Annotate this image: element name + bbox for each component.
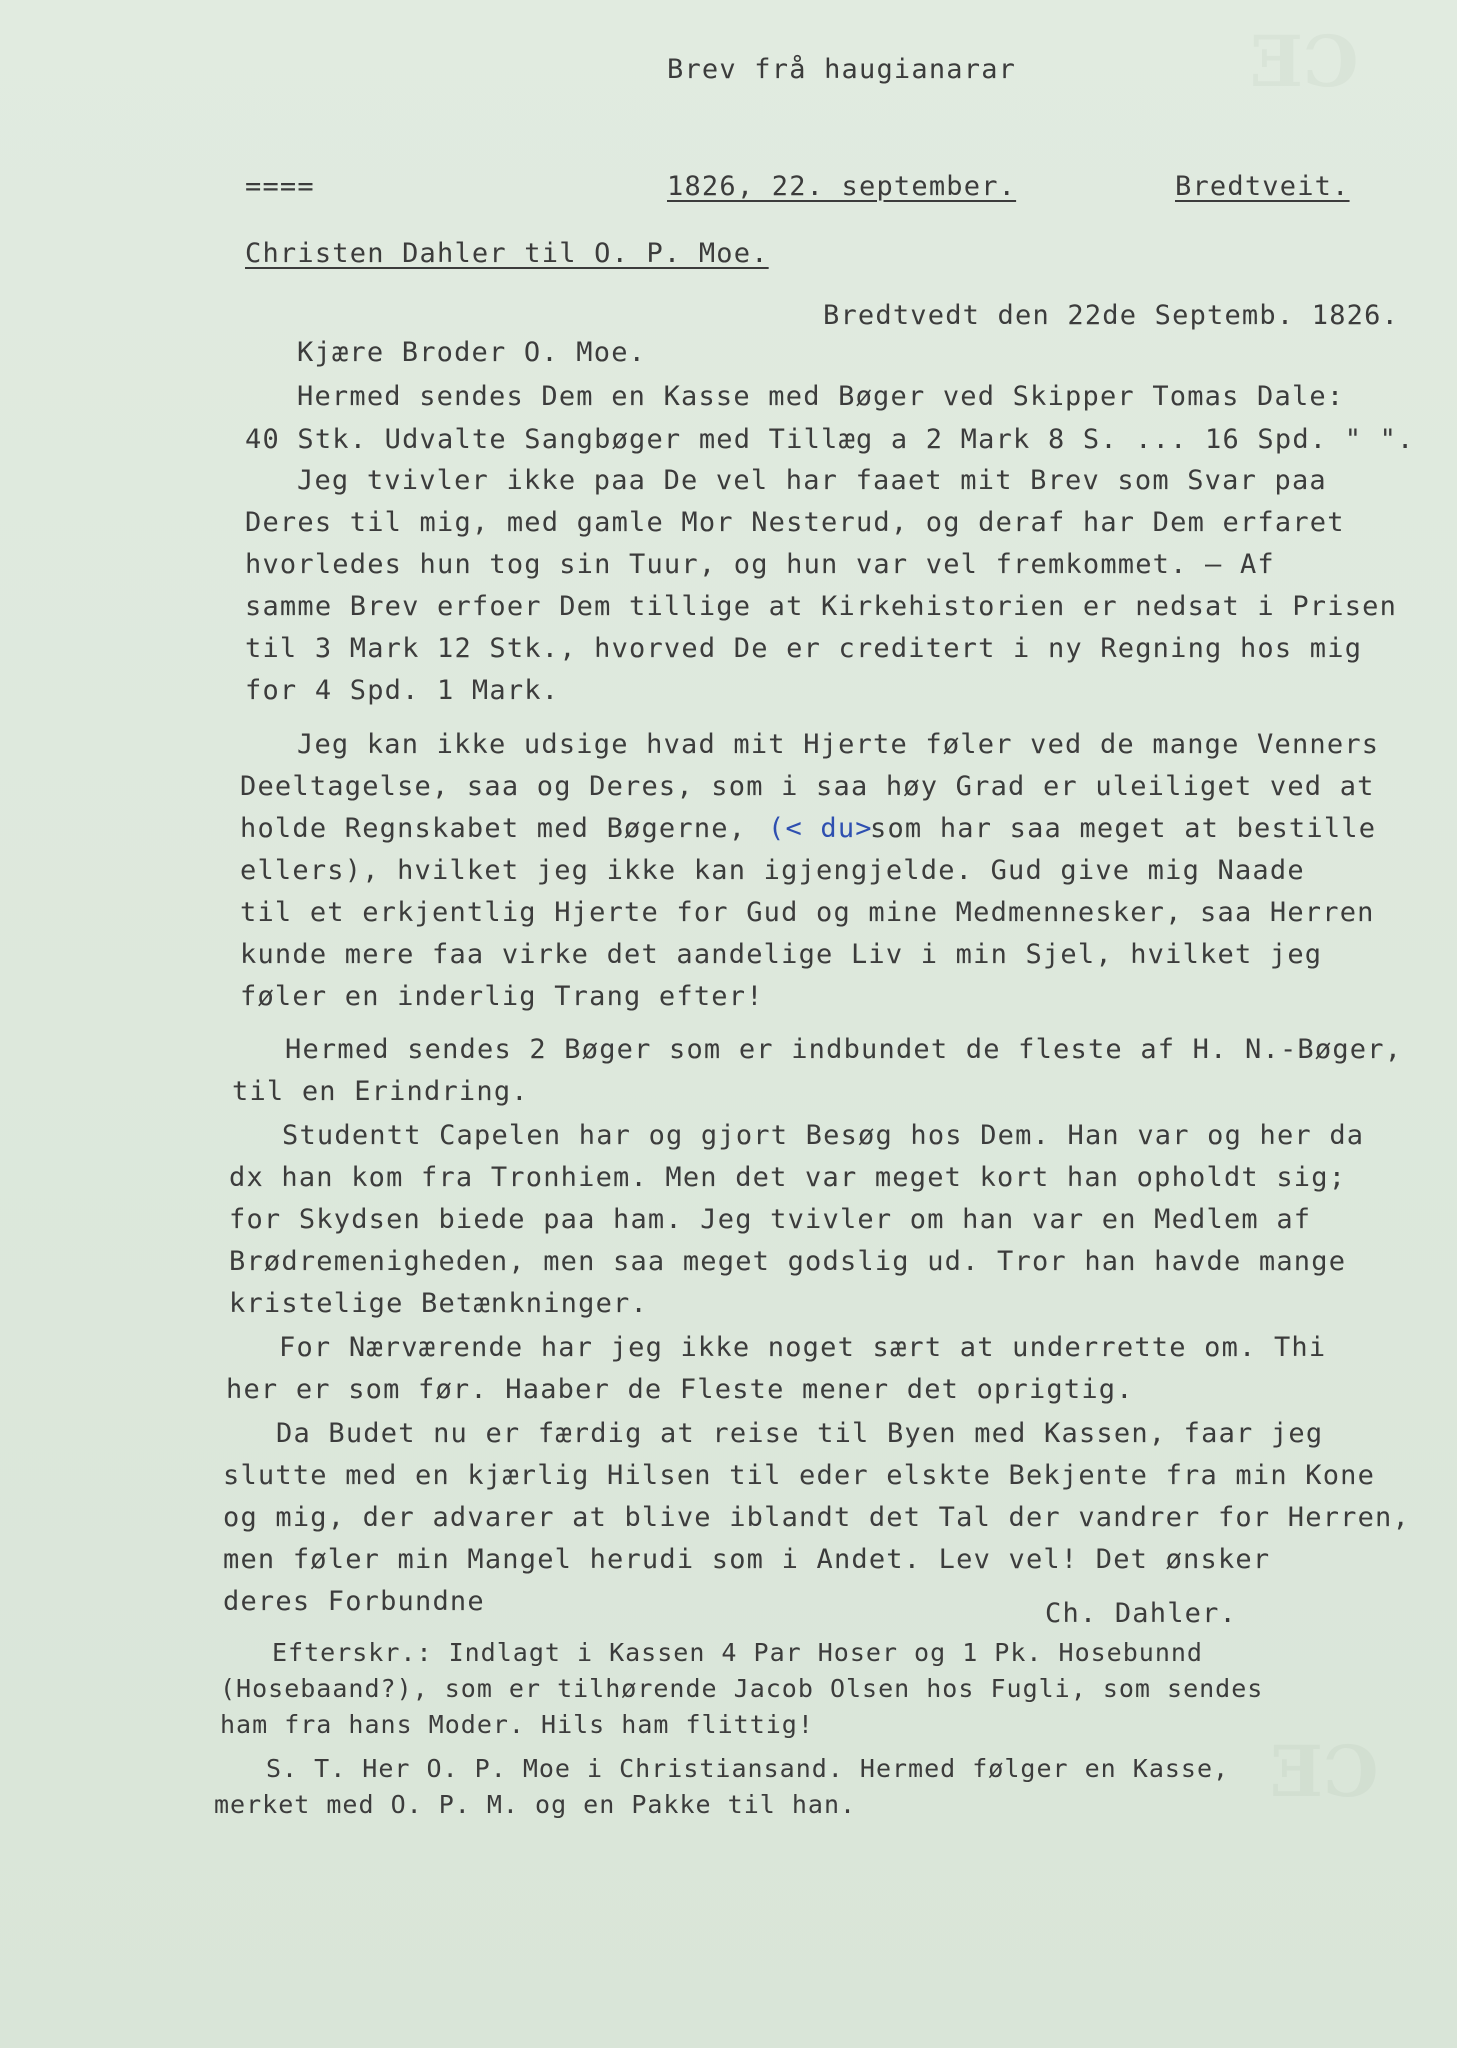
collection-title: Brev frå haugianarar bbox=[667, 54, 1017, 85]
bleed-through-mark: ƎƆ bbox=[1270, 1730, 1380, 1813]
postscript-line: Efterskr.: Indlagt i Kassen 4 Par Hoser og 1 Pk. Hosebunnd bbox=[272, 1638, 1203, 1667]
letter-heading: Christen Dahler til O. P. Moe. bbox=[245, 238, 769, 269]
handwritten-insertion: (< du> bbox=[768, 813, 873, 844]
postscript-line: (Hosebaand?), som er tilhørende Jacob Olsen hos Fugli, som sendes bbox=[220, 1674, 1264, 1703]
body-line: men føler min Mangel herudi som i Andet. Lev vel! Det ønsker bbox=[223, 1544, 1271, 1575]
body-line: Deeltagelse, saa og Deres, som i saa høy Grad er uleiliget ved at bbox=[240, 771, 1375, 802]
letter-place: Bredtveit. bbox=[1175, 171, 1350, 202]
body-line: Hermed sendes Dem en Kasse med Bøger ved Skipper Tomas Dale: bbox=[297, 381, 1345, 412]
body-line: Jeg tvivler ikke paa De vel har faaet mit Brev som Svar paa bbox=[297, 465, 1327, 496]
body-line: For Nærværende har jeg ikke noget sært at underrette om. Thi bbox=[279, 1332, 1327, 1363]
body-line: føler en inderlig Trang efter! bbox=[240, 981, 764, 1012]
body-line: for 4 Spd. 1 Mark. bbox=[245, 675, 560, 706]
body-line: her er som før. Haaber de Fleste mener det oprigtig. bbox=[226, 1374, 1134, 1405]
body-line: som har saa meget at bestille bbox=[870, 813, 1377, 844]
body-line: til et erkjentlig Hjerte for Gud og mine Medmennesker, saa Herren bbox=[240, 897, 1375, 928]
body-line: Deres til mig, med gamle Mor Nesterud, og deraf har Dem erfaret bbox=[245, 507, 1345, 538]
salutation: Kjære Broder O. Moe. bbox=[297, 337, 647, 368]
address-line: merket med O. P. M. og en Pakke til han. bbox=[214, 1790, 857, 1819]
signature: Ch. Dahler. bbox=[1045, 1598, 1238, 1629]
body-line: til 3 Mark 12 Stk., hvorved De er creditert i ny Regning hos mig bbox=[245, 633, 1363, 664]
body-line: for Skydsen biede paa ham. Jeg tvivler om han var en Medlem af bbox=[229, 1204, 1312, 1235]
body-line: Studentt Capelen har og gjort Besøg hos Dem. Han var og her da bbox=[282, 1120, 1365, 1151]
body-line: 40 Stk. Udvalte Sangbøger med Tillæg a 2 Mark 8 S. ... 16 Spd. " ". bbox=[245, 424, 1415, 455]
body-line: hvorledes hun tog sin Tuur, og hun var vel fremkommet. — Af bbox=[245, 549, 1275, 580]
body-line: kristelige Betænkninger. bbox=[229, 1288, 648, 1319]
body-line: Hermed sendes 2 Bøger som er indbundet de fleste af H. N.-Bøger, bbox=[285, 1034, 1403, 1065]
body-line: slutte med en kjærlig Hilsen til eder elskte Bekjente fra min Kone bbox=[223, 1460, 1376, 1491]
letter-date: 1826, 22. september. bbox=[667, 171, 1017, 202]
body-line: Jeg kan ikke udsige hvad mit Hjerte føler ved de mange Venners bbox=[297, 729, 1380, 760]
section-marker: ==== bbox=[245, 171, 315, 202]
dateline: Bredtvedt den 22de Septemb. 1826. bbox=[823, 300, 1400, 331]
bleed-through-mark: ƎƆ bbox=[1250, 20, 1360, 103]
body-line: Da Budet nu er færdig at reise til Byen med Kassen, faar jeg bbox=[276, 1418, 1324, 1449]
body-line: samme Brev erfoer Dem tillige at Kirkehistorien er nedsat i Prisen bbox=[245, 591, 1398, 622]
body-line: til en Erindring. bbox=[232, 1076, 529, 1107]
postscript-line: ham fra hans Moder. Hils ham flittig! bbox=[220, 1710, 814, 1739]
body-line: Brødremenigheden, men saa meget godslig ud. Tror han havde mange bbox=[229, 1246, 1347, 1277]
body-line: kunde mere faa virke det aandelige Liv i min Sjel, hvilket jeg bbox=[240, 939, 1323, 970]
body-line: ellers), hvilket jeg ikke kan igjengjelde. Gud give mig Naade bbox=[240, 855, 1305, 886]
address-line: S. T. Her O. P. Moe i Christiansand. Hermed følger en Kasse, bbox=[266, 1754, 1230, 1783]
body-line: holde Regnskabet med Bøgerne, bbox=[240, 813, 747, 844]
body-line: og mig, der advarer at blive iblandt det Tal der vandrer for Herren, bbox=[223, 1502, 1410, 1533]
body-line: dx han kom fra Tronhiem. Men det var meget kort han opholdt sig; bbox=[229, 1162, 1347, 1193]
body-line: deres Forbundne bbox=[223, 1586, 485, 1617]
